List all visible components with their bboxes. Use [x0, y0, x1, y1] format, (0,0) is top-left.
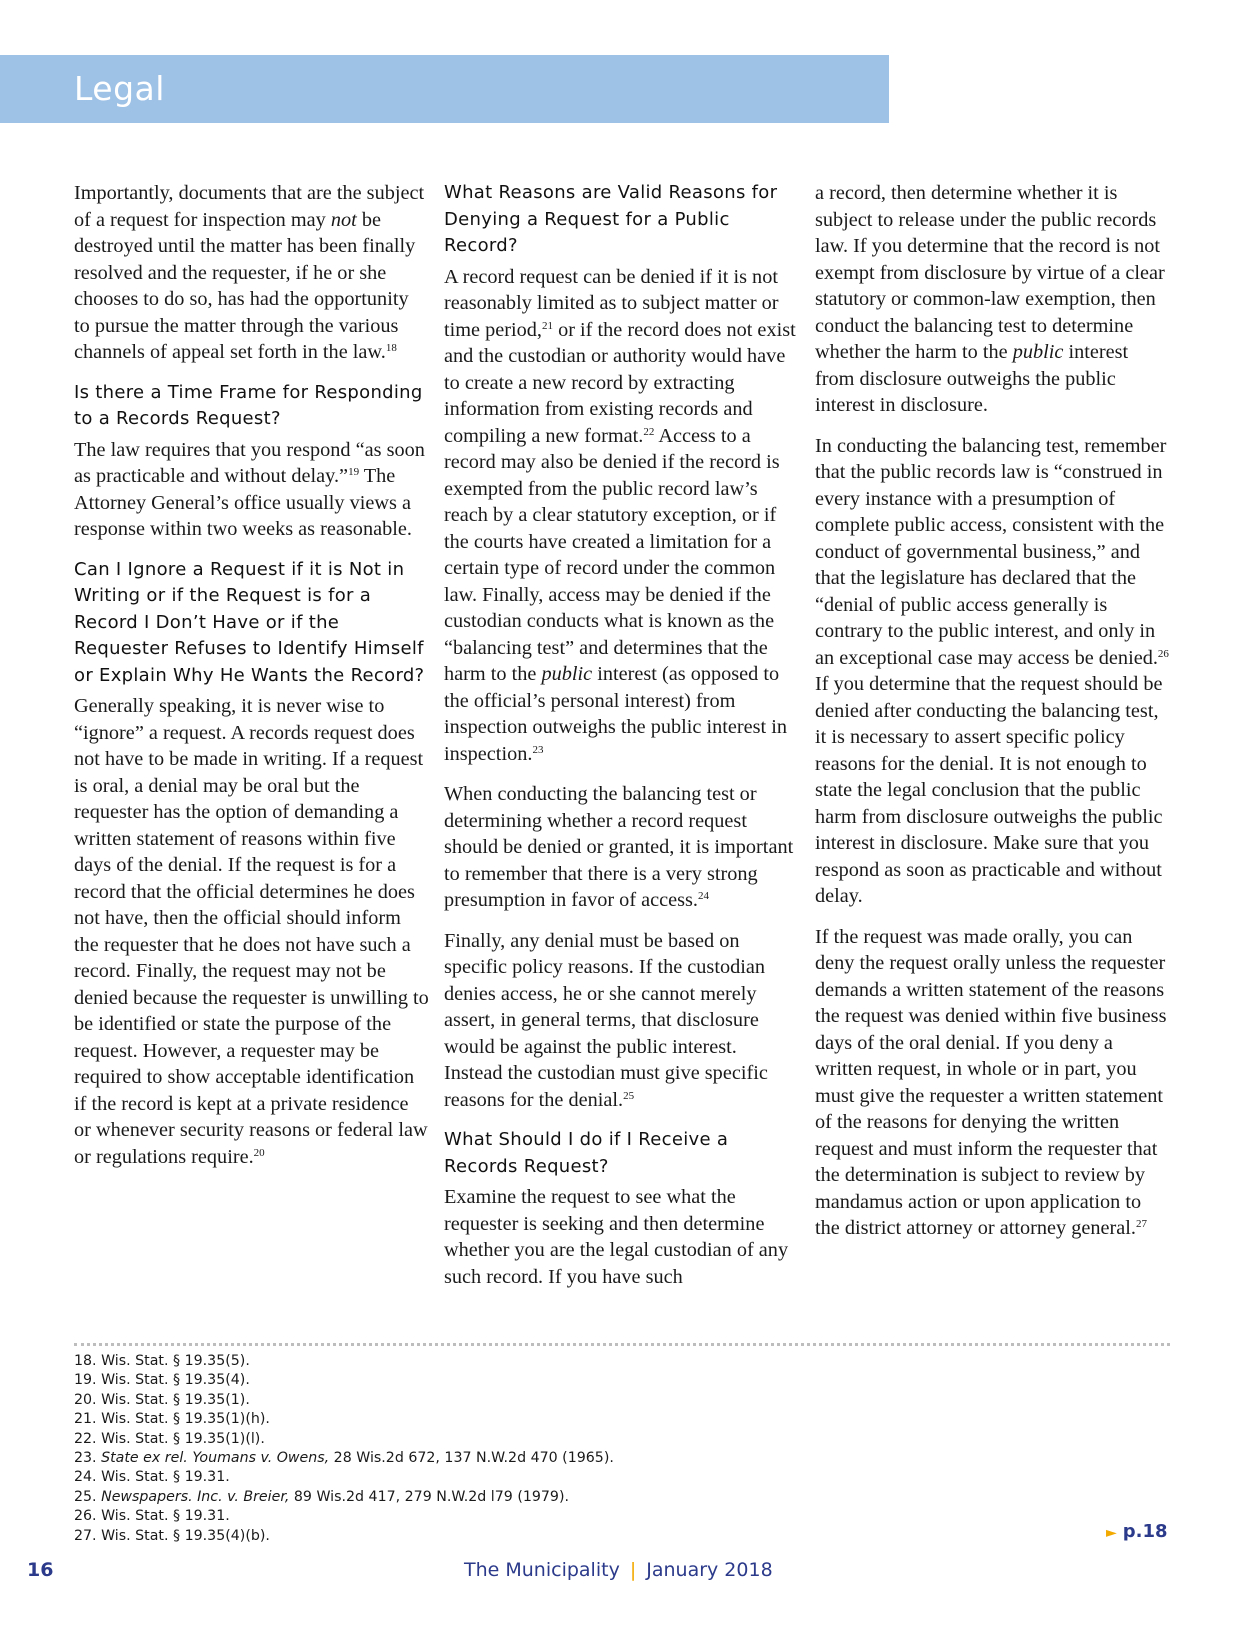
- footnote: 27. Wis. Stat. § 19.35(4)(b).: [74, 1527, 270, 1544]
- subheading: Can I Ignore a Request if it is Not in Writing or if the Request is for a Record I Don’t Have or if the Requester Refuses to Identify Himself or Explain Why He Wants the Record?: [74, 558, 425, 686]
- footnote: 20. Wis. Stat. § 19.35(1).: [74, 1391, 250, 1408]
- next-page-link[interactable]: [1106, 1521, 1168, 1542]
- footnote: 18. Wis. Stat. § 19.35(5).: [74, 1353, 250, 1369]
- footnote-ref: 19: [348, 466, 360, 478]
- footnote-ref: 22: [643, 425, 655, 438]
- footnote-divider: [74, 1343, 1170, 1346]
- footnote: 24. Wis. Stat. § 19.31.: [74, 1469, 230, 1486]
- footnote: 26. Wis. Stat. § 19.31.: [74, 1508, 230, 1525]
- section-header-band: [0, 55, 889, 123]
- footnote-ref: 25: [623, 1089, 635, 1102]
- paragraph: Finally, any denial must be based on specific policy reasons. If the custodian denies access, he or she cannot merely assert, in general terms, that disclosure would be against the public interest. Instead the custodian must give specific reasons for the denial.$^{25}$: [444, 929, 768, 1111]
- footnote: 25. Newspapers. Inc. v. Breier, 89 Wis.2d 417, 279 N.W.2d l79 (1979).: [74, 1488, 570, 1505]
- footer-separator: |: [629, 1559, 637, 1581]
- footnote-ref: 26: [1157, 647, 1169, 660]
- footnote: 19. Wis. Stat. § 19.35(4).: [74, 1372, 250, 1389]
- issue-date: January 2018: [646, 1559, 773, 1581]
- subheading: Is there a Time Frame for Responding to a Records Request?: [74, 381, 423, 429]
- footnote-ref: 27: [1136, 1218, 1147, 1230]
- footnote-ref: 21: [542, 319, 553, 332]
- publication-footer: [464, 1559, 773, 1581]
- paragraph: When conducting the balancing test or determining whether a record request should be denied or granted, it is important to remember that there is a very strong presumption in favor of access.$^{24}$: [444, 783, 794, 911]
- paragraph: If the request was made orally, you can deny the request orally unless the requester demands a written statement of the reasons the request was denied within five business days of the oral denial. If you deny a written request, in whole or in part, you must give the requester a written statement of the reasons for denying the written request and must inform the requester that the determination is subject to review by mandamus action or upon application to the district attorney or attorney general.$^{27}$: [815, 925, 1167, 1239]
- paragraph: In conducting the balancing test, remember that the public records law is “construed in every instance with a presumption of complete public access, consistent with the conduct of governmental business,” and that the legislature has declared that the “denial of public access generally is contrary to the public interest, and only in an exceptional case may access be denied.$^{26}$ If you determine that the request should be denied after conducting the balancing test, it is necessary to assert specific policy reasons for the denial. It is not enough to state the legal conclusion that the public harm from disclosure outweighs the public interest in disclosure. Make sure that you respond as soon as practicable and without delay.: [815, 434, 1169, 907]
- footnote-ref: 24: [698, 890, 710, 902]
- subheading: What Reasons are Valid Reasons for Denying a Request for a Public Record?: [444, 182, 778, 256]
- paragraph: Generally speaking, it is never wise to “ignore” a request. A records request does not have to be made in writing. If a request is oral, a denial may be oral but the requester has the option of demanding a written statement of reasons within five days of the denial. If the request is for a record that the official determines he does not have, then the official should inform the requester that he does not have such a record. Finally, the request may not be denied because the requester is unwilling to be identified or state the purpose of the request. However, a requester may be required to show acceptable identification if the record is kept at a private residence or whenever security reasons or federal law or regulations require.$^{20}$: [74, 695, 429, 1168]
- paragraph: A record request can be denied if it is not reasonably limited as to subject matter or time period,$^{21}$ or if the record does not exist and the custodian or authority would have to create a new record by extracting information from existing records and compiling a new format.$^{22}$ Access to a record may also be denied if the record is exempted from the public record law’s reach by a clear statutory exception, or if the courts have created a limitation for a certain type of record under the common law. Finally, access may be denied if the custodian conducts what is known as the “balancing test” and determines that the harm to the public interest (as opposed to the official’s personal interest) from inspection outweighs the public interest in inspection.$^{23}$: [444, 265, 796, 765]
- section-title: Legal: [74, 69, 165, 108]
- paragraph: The law requires that you respond “as soon as practicable and without delay.”$^{19}$ The Attorney General’s office usually views a response within two weeks as reasonable.: [74, 438, 425, 540]
- footnote-ref: 23: [532, 743, 544, 756]
- column-3: [815, 180, 1170, 1256]
- paragraph: Importantly, documents that are the subject of a request for inspection may not be destroyed until the matter has been finally resolved and the requester, if he or she chooses to do so, has had the opportunity to pursue the matter through the various channels of appeal set forth in the law.$^{18}$: [74, 182, 425, 363]
- triangle-right-icon: ►: [1106, 1525, 1117, 1541]
- column-2: [444, 180, 796, 1304]
- footnote: 23. State ex rel. Youmans v. Owens, 28 Wis.2d 672, 137 N.W.2d 470 (1965).: [74, 1450, 614, 1467]
- paragraph: Examine the request to see what the requester is seeking and then determine whether you are the legal custodian of any such record. If you have such: [444, 1186, 789, 1288]
- footnotes: [74, 1352, 874, 1546]
- column-1: [74, 180, 429, 1184]
- subheading: What Should I do if I Receive a Records Request?: [444, 1129, 729, 1177]
- paragraph: a record, then determine whether it is subject to release under the public records law. If you determine that the record is not exempt from disclosure by virtue of a clear statutory or common-law exemption, then conduct the balancing test to determine whether the harm to the public interest from disclosure outweighs the public interest in disclosure.: [815, 182, 1165, 416]
- footnote: 21. Wis. Stat. § 19.35(1)(h).: [74, 1411, 270, 1428]
- next-page-label: p.18: [1122, 1521, 1168, 1542]
- page-number: 16: [27, 1559, 54, 1581]
- footnote: 22. Wis. Stat. § 19.35(1)(l).: [74, 1430, 265, 1447]
- footnote-ref: 20: [253, 1146, 265, 1159]
- publication-name: The Municipality: [464, 1559, 620, 1581]
- footnote-ref: 18: [385, 342, 397, 354]
